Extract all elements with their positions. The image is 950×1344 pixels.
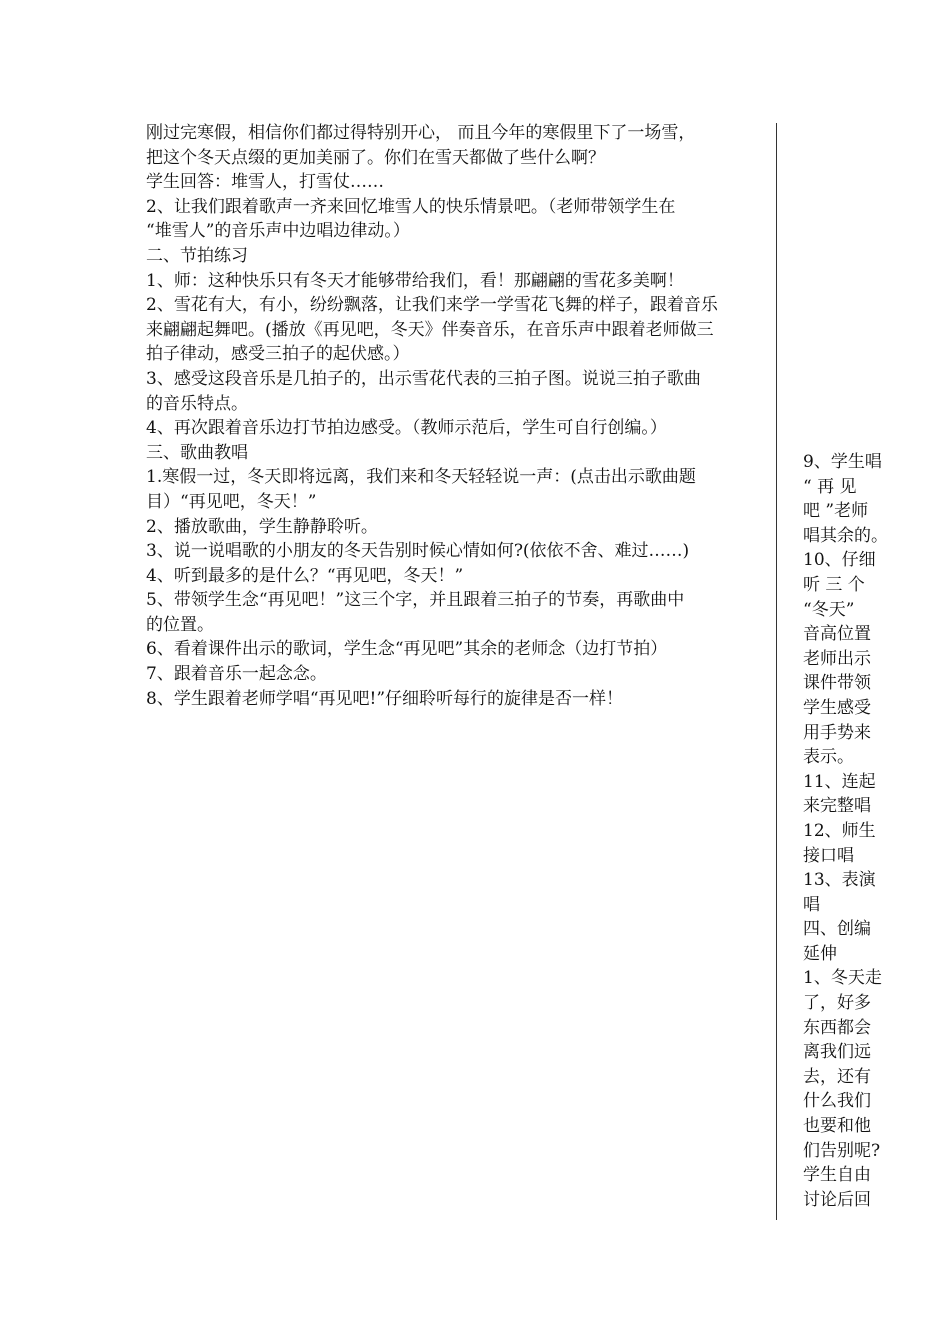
side-text-line: 听 三 个 [803, 574, 865, 595]
side-text-line: 音高位置 [803, 624, 871, 645]
text-line: 1、师：这种快乐只有冬天才能够带给我们，看！那翩翩的雪花多美啊！ [146, 270, 684, 291]
side-text-line: 接口唱 [803, 845, 854, 866]
side-text-line: “冬天” [803, 599, 855, 620]
side-text-line: 学生自由 [803, 1165, 871, 1186]
lesson-plan-side-column [803, 450, 893, 1212]
text-line: 5、带领学生念“再见吧！”这三个字，并且跟着三拍子的节奏，再歌曲中 [146, 590, 685, 611]
lesson-plan-main-column [146, 121, 756, 711]
side-text-line: 吧 ”老师 [803, 501, 869, 522]
side-text-line: 唱 [803, 894, 820, 915]
text-line: 2、让我们跟着歌声一齐来回忆堆雪人的快乐情景吧。（老师带领学生在 [146, 196, 676, 217]
side-text-line: 东西都会 [803, 1017, 871, 1038]
text-line: 来翩翩起舞吧。(播放《再见吧，冬天》伴奏音乐，在音乐声中跟着老师做三 [146, 319, 714, 340]
side-text-line: 唱其余的。 [803, 525, 888, 546]
text-line: 拍子律动，感受三拍子的起伏感。） [146, 344, 410, 365]
side-text-line: 学生感受 [803, 697, 871, 718]
text-line: 1.寒假一过，冬天即将远离，我们来和冬天轻轻说一声：(点击出示歌曲题 [146, 467, 696, 488]
side-text-line: 老师出示 [803, 648, 871, 669]
text-line: 的位置。 [146, 614, 214, 635]
side-text-line: 什么我们 [803, 1091, 871, 1112]
text-line: 目）“再见吧，冬天！” [146, 491, 317, 512]
side-text-line: 们告别呢? [803, 1140, 881, 1161]
text-line: 刚过完寒假，相信你们都过得特别开心， 而且今年的寒假里下了一场雪， [146, 123, 696, 143]
section-heading: 三、歌曲教唱 [146, 442, 248, 463]
side-text-line: 13、表演 [803, 870, 876, 891]
column-divider [776, 123, 777, 1220]
text-line: 7、跟着音乐一起念念。 [146, 664, 327, 685]
text-line: 把这个冬天点缀的更加美丽了。你们在雪天都做了些什么啊？ [146, 147, 605, 168]
side-text-line: 1、冬天走 [803, 968, 882, 989]
side-text-line: 去，还有 [803, 1066, 871, 1087]
text-line: 2、雪花有大，有小，纷纷飘落，让我们来学一学雪花飞舞的样子，跟着音乐 [146, 295, 718, 316]
text-line: 学生回答：堆雪人，打雪仗…… [146, 172, 384, 193]
text-line: “堆雪人”的音乐声中边唱边律动。） [146, 221, 410, 242]
side-text-line: 11、连起 [803, 771, 876, 792]
text-line: 3、说一说唱歌的小朋友的冬天告别时候心情如何?(依依不舍、难过……) [146, 541, 690, 562]
text-line: 4、再次跟着音乐边打节拍边感受。（教师示范后，学生可自行创编。） [146, 418, 667, 439]
text-line: 8、学生跟着老师学唱“再见吧!”仔细聆听每行的旋律是否一样！ [146, 688, 624, 709]
side-text-line: 9、学生唱 [803, 452, 882, 472]
side-text-line: “ 再 见 [803, 476, 857, 497]
side-text-line: 10、仔细 [803, 550, 876, 571]
side-text-line: 课件带领 [803, 673, 871, 694]
text-line: 2、播放歌曲，学生静静聆听。 [146, 516, 378, 537]
text-line: 的音乐特点。 [146, 393, 248, 414]
side-text-line: 离我们远 [803, 1042, 871, 1063]
section-heading: 二、节拍练习 [146, 245, 248, 266]
side-text-line: 延伸 [803, 943, 837, 964]
side-text-line: 12、师生 [803, 820, 876, 841]
side-text-line: 用手势来 [803, 722, 871, 743]
text-line: 3、感受这段音乐是几拍子的，出示雪花代表的三拍子图。说说三拍子歌曲 [146, 368, 701, 389]
text-line: 4、听到最多的是什么？“再见吧，冬天！” [146, 565, 464, 586]
side-section-heading: 四、创编 [803, 919, 871, 940]
side-text-line: 表示。 [803, 747, 854, 768]
text-line: 6、看着课件出示的歌词，学生念“再见吧”其余的老师念（边打节拍） [146, 639, 668, 660]
side-text-line: 了，好多 [803, 993, 871, 1014]
side-text-line: 来完整唱 [803, 796, 871, 817]
side-text-line: 也要和他 [803, 1116, 871, 1137]
side-text-line: 讨论后回 [803, 1189, 871, 1210]
